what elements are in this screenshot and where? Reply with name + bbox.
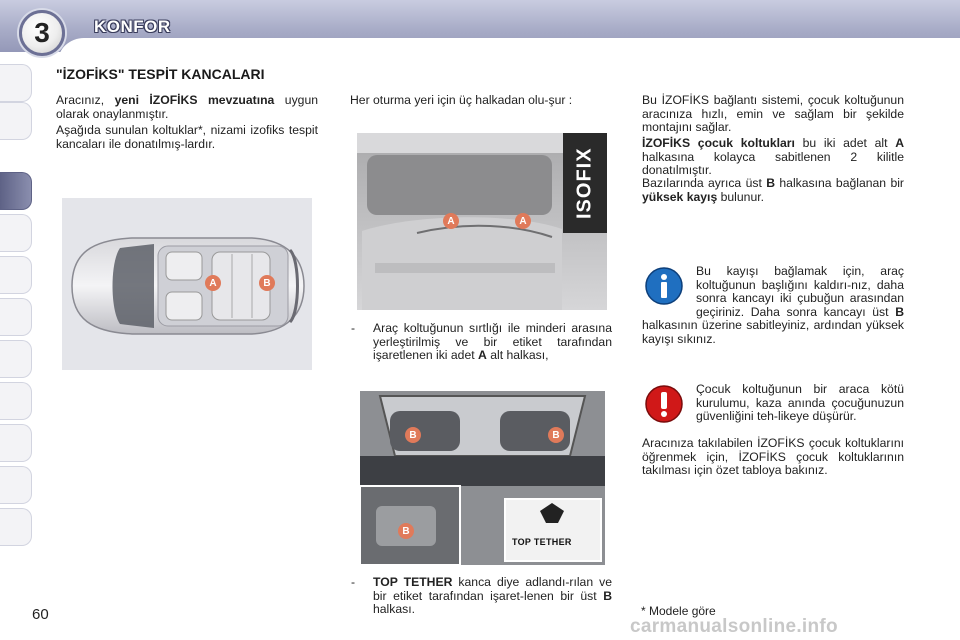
chapter-tab-5[interactable] — [0, 256, 32, 294]
system-paragraph: Bu İZOFİKS bağlantı sistemi, çocuk koltuğunun aracınıza hızlı, emin ve sağlam bir şekilde montajını sağlar. — [642, 93, 904, 135]
text-run: Araç koltuğunun sırtlığı ile minderi arasına yerleştirilmiş ve bir etiket tarafından işaretlenen iki adet — [373, 321, 612, 363]
watermark: carmanualsonline.info — [630, 616, 838, 637]
top-strap-paragraph — [642, 177, 904, 204]
top-tether-photo — [360, 391, 605, 565]
text-run: Çocuk koltuğunun bir araca kötü kurulumu, kaza anında çocuğunuzun güvenliğini teh-likeye düşürür. — [696, 382, 904, 424]
text-run-bold: B — [895, 304, 904, 319]
list-dash: - — [351, 575, 356, 589]
list-item-b-ring — [373, 576, 612, 617]
chapter-tab-9[interactable] — [0, 424, 32, 462]
page-number: 60 — [32, 606, 49, 623]
text-run-bold: yüksek kayış — [642, 189, 718, 204]
text-run-bold: TOP TETHER — [373, 575, 453, 589]
anchor-b-marker-inset: B — [398, 523, 414, 539]
text-run-bold: yeni İZOFİKS mevzuatına — [114, 93, 275, 107]
chapter-tab-strip — [0, 64, 34, 574]
seats-paragraph: Aşağıda sunulan koltuklar*, nizami izofiks tespit kancaları ile donatılmış-lardır. — [56, 123, 318, 151]
anchor-a-marker: A — [205, 275, 221, 291]
chapter-tab-6[interactable] — [0, 298, 32, 336]
chapter-tab-3-active[interactable] — [0, 172, 32, 210]
text-run: halkasına kolayca sabitlenen 2 kilitle donatılmıştır. — [642, 149, 904, 178]
info-note — [642, 265, 904, 347]
anchor-a-marker-left: A — [443, 213, 459, 229]
anchor-b-marker: B — [259, 275, 275, 291]
text-run: Bazılarında ayrıca üst — [642, 176, 767, 190]
icon-spacer — [642, 383, 696, 437]
text-run: alt halkası, — [486, 348, 549, 363]
warning-note — [642, 383, 904, 437]
text-run-bold: B — [603, 588, 612, 603]
text-run-bold: İZOFİKS çocuk koltukları — [642, 136, 795, 150]
chapter-tab-11[interactable] — [0, 508, 32, 546]
text-run-bold: A — [478, 348, 487, 363]
chapter-tab-4[interactable] — [0, 214, 32, 252]
text-run-bold: B — [766, 176, 776, 190]
text-run: halkasının üzerine sabitleyiniz, ardından yüksek kayışı sıkınız. — [642, 318, 904, 346]
chapter-tab-7[interactable] — [0, 340, 32, 378]
reference-paragraph: Aracınıza takılabilen İZOFİKS çocuk koltuklarını öğrenmek için, İZOFİKS çocuk koltuklarının takılması için özet tabloya bakınız. — [642, 436, 904, 478]
seat-isofix-photo — [357, 133, 607, 310]
anchor-b-marker-left: B — [405, 427, 421, 443]
top-tether-label: TOP TETHER — [512, 537, 572, 547]
rings-intro: Her oturma yeri için üç halkadan olu-şur : — [350, 93, 573, 107]
car-top-view-illustration — [62, 198, 312, 370]
list-dash: - — [351, 321, 356, 335]
child-seats-paragraph — [642, 137, 904, 178]
intro-paragraph — [56, 94, 318, 121]
text-run: halkasına bağlanan bir — [775, 176, 904, 190]
text-run: bu iki adet alt — [794, 136, 896, 150]
chapter-tab-1[interactable] — [0, 64, 32, 102]
text-run-bold: A — [895, 136, 904, 150]
chapter-tab-8[interactable] — [0, 382, 32, 420]
header-curve — [58, 38, 960, 62]
text-run: uygun olarak onaylanmıştır. — [56, 93, 318, 121]
anchor-a-marker-right: A — [515, 213, 531, 229]
text-run: bulunur. — [717, 189, 764, 204]
anchor-b-marker-right: B — [548, 427, 564, 443]
chapter-tab-2[interactable] — [0, 102, 32, 140]
text-run: halkası. — [373, 602, 416, 617]
list-item-a-rings — [373, 322, 612, 363]
chapter-title: KONFOR — [94, 17, 171, 36]
footnote: * Modele göre — [641, 604, 716, 618]
icon-spacer — [642, 265, 696, 319]
chapter-number-badge: 3 — [19, 10, 65, 56]
text-run: Bu kayışı bağlamak için, araç koltuğunun başlığını kaldırı-nız, daha sonra kancayı iki çubuğun arasından geçiriniz. Daha sonra kancayı üst — [696, 264, 904, 319]
text-run: Aracınız, — [56, 93, 115, 107]
isofix-label: ISOFIX — [563, 133, 607, 233]
text-run: kanca diye adlandı-rılan ve bir etiket tarafından işaret-lenen bir üst — [373, 575, 612, 603]
section-title: "İZOFİKS" TESPİT KANCALARI — [56, 66, 265, 82]
chapter-tab-10[interactable] — [0, 466, 32, 504]
